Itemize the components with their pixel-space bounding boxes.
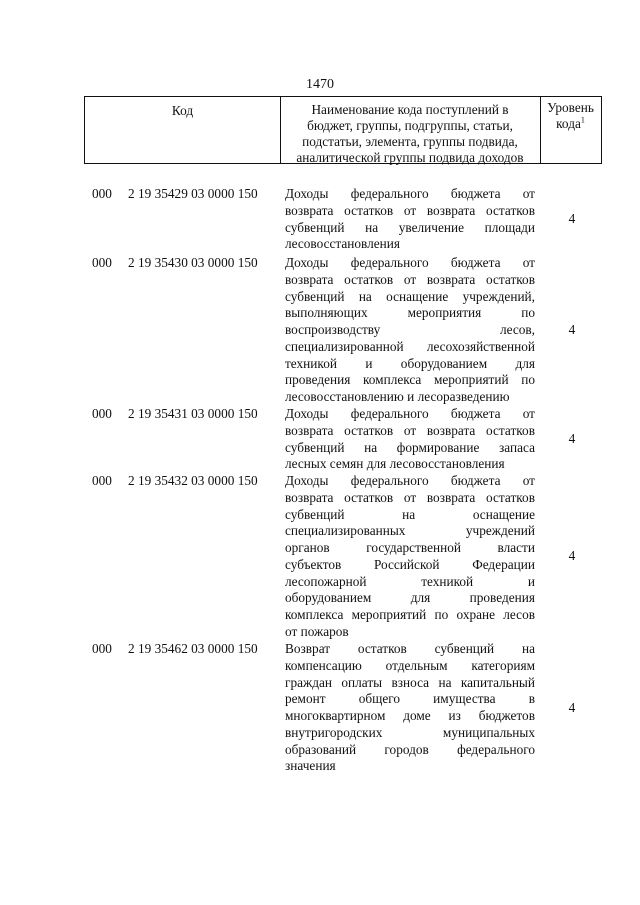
row-description-line: многоквартирном доме из бюджетов — [285, 708, 535, 723]
row-description-line: проведения комплекса мероприятий по — [285, 372, 535, 388]
row-description-line: воспроизводству лесов, — [285, 322, 535, 337]
header-name-line: бюджет, группы, подгруппы, статьи, — [307, 118, 513, 133]
row-description-line: субвенций на оснащение — [285, 506, 535, 522]
row-prefix: 000 — [92, 406, 112, 421]
row-code: 2 19 35431 03 0000 150 — [128, 406, 258, 421]
page-number: 1470 — [306, 77, 334, 92]
row-description-line: Возврат остатков субвенций на — [285, 641, 535, 656]
row-prefix: 000 — [92, 641, 112, 656]
row-description — [285, 641, 535, 775]
row-description-line: Доходы федерального бюджета от — [285, 186, 535, 201]
header-level-footnote: 1 — [580, 115, 585, 125]
header-name-line: аналитической группы подвида доходов — [296, 150, 524, 165]
row-description-line: от пожаров — [285, 623, 349, 639]
header-level — [540, 97, 601, 163]
row-description-line: граждан оплаты взноса на капитальный — [285, 674, 535, 690]
row-description-line: лесовосстановления — [285, 236, 401, 252]
header-code: Код — [85, 97, 281, 163]
row-description-line: образований городов федерального — [285, 741, 535, 757]
row-description-line: лесопожарной техникой и — [285, 573, 535, 589]
row-description-line: специализированной лесохозяйственной — [285, 338, 535, 354]
header-level-word: кода — [556, 116, 581, 131]
row-description-line: лесных семян для лесовосстановления — [285, 456, 505, 472]
row-description-line: возврата остатков от возврата остатков — [285, 422, 535, 438]
row-level: 4 — [568, 699, 576, 715]
header-name-line: Наименование кода поступлений в — [311, 102, 509, 117]
row-prefix: 000 — [92, 473, 112, 488]
row-description — [285, 255, 535, 406]
table-header — [84, 96, 602, 164]
header-level-line: Уровень — [547, 100, 594, 115]
row-description-line: субвенций на формирование запаса — [285, 439, 535, 455]
row-description-line: комплекса мероприятий по охране лесов — [285, 607, 535, 622]
row-description-line: Доходы федерального бюджета от — [285, 473, 535, 488]
row-description-line: субъектов Российской Федерации — [285, 556, 535, 572]
row-description-line: субвенций на оснащение учреждений, — [285, 288, 535, 304]
row-description-line: техникой и оборудованием для — [285, 355, 535, 371]
header-name — [280, 97, 541, 163]
row-description-line: значения — [285, 758, 336, 774]
row-code: 2 19 35429 03 0000 150 — [128, 186, 258, 201]
row-description — [285, 473, 535, 641]
header-name-line: подстатьи, элемента, группы подвида, — [302, 134, 518, 149]
row-level: 4 — [568, 322, 576, 337]
row-description-line: Доходы федерального бюджета от — [285, 406, 535, 421]
row-description — [285, 186, 535, 253]
row-description-line: оборудованием для проведения — [285, 590, 535, 606]
row-description-line: лесовосстановлению и лесоразведению — [285, 389, 510, 404]
row-description-line: возврата остатков от возврата остатков — [285, 271, 535, 287]
row-description-line: выполняющих мероприятия по — [285, 305, 535, 321]
row-description-line: субвенций на увеличение площади — [285, 219, 535, 235]
row-code: 2 19 35462 03 0000 150 — [128, 641, 258, 656]
row-description-line: ремонт общего имущества в — [285, 691, 535, 707]
row-description-line: возврата остатков от возврата остатков — [285, 489, 535, 505]
row-level: 4 — [568, 548, 576, 564]
row-level: 4 — [568, 431, 576, 447]
row-description-line: компенсацию отдельным категориям — [285, 657, 535, 673]
row-code: 2 19 35432 03 0000 150 — [128, 473, 258, 488]
row-description-line: внутригородских муниципальных — [285, 724, 535, 740]
row-description-line: органов государственной власти — [285, 540, 535, 555]
row-description-line: возврата остатков от возврата остатков — [285, 202, 535, 218]
row-description-line: Доходы федерального бюджета от — [285, 255, 535, 270]
row-code: 2 19 35430 03 0000 150 — [128, 255, 258, 270]
row-level: 4 — [568, 211, 576, 227]
row-description-line: специализированных учреждений — [285, 523, 535, 539]
row-description — [285, 406, 535, 473]
row-prefix: 000 — [92, 255, 112, 270]
row-prefix: 000 — [92, 186, 112, 201]
header-level-line — [540, 116, 601, 132]
